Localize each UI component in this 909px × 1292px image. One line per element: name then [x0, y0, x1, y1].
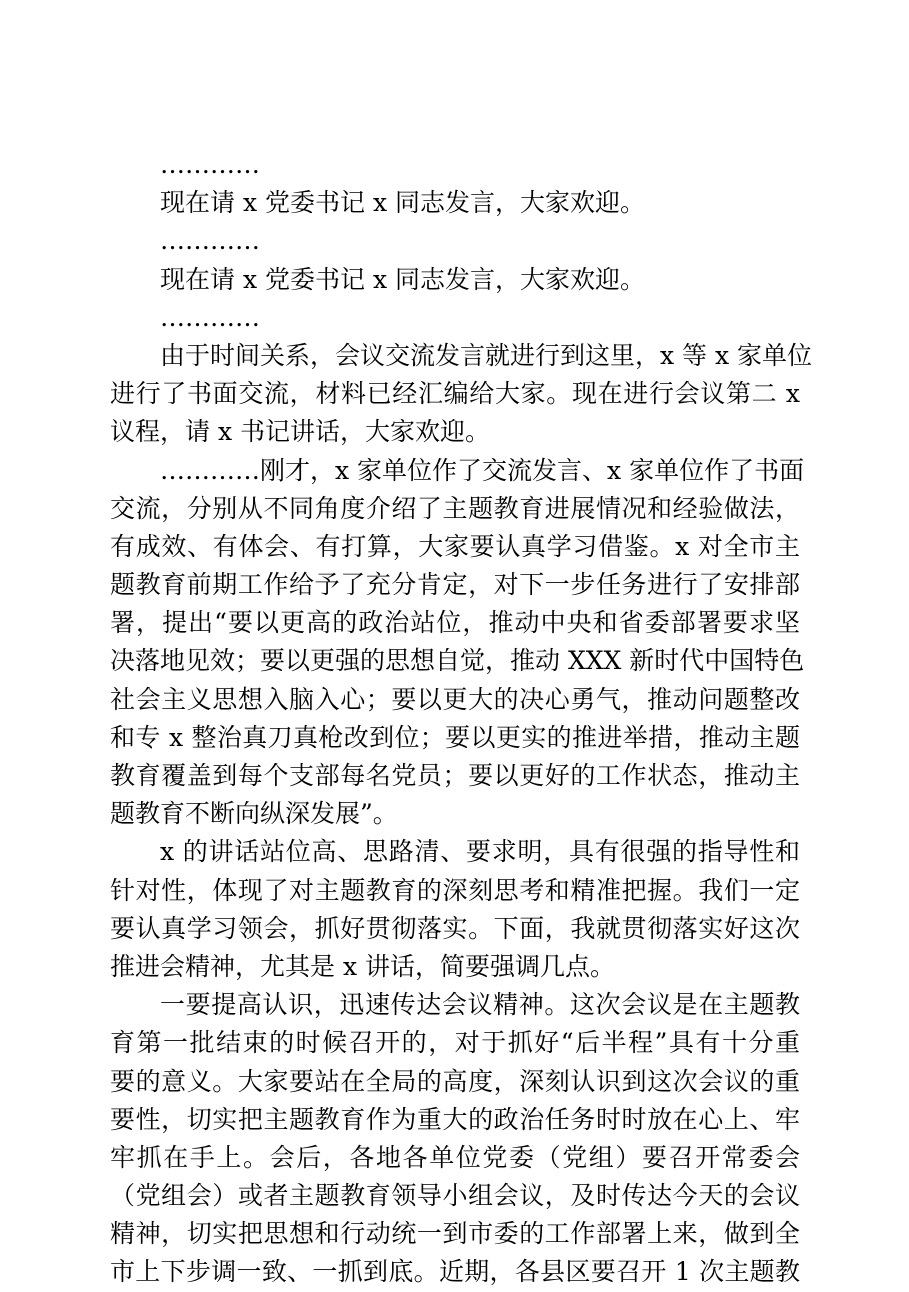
ellipsis-line: …………	[160, 302, 260, 332]
text-line: 一要提高认识，迅速传达会议精神。这次会议是在主题教	[160, 990, 800, 1020]
text-line: 要的意义。大家要站在全局的高度，深刻认识到这次会议的重	[110, 1066, 800, 1096]
text-line: …………刚才，x 家单位作了交流发言、x 家单位作了书面	[160, 455, 805, 485]
ellipsis-line: …………	[160, 150, 260, 179]
text-line: 决落地见效；要以更强的思想自觉，推动 XXX 新时代中国特色	[110, 646, 805, 676]
text-line: 署，提出“要以更高的政治站位，推动中央和省委部署要求坚	[110, 608, 800, 638]
text-line: 针对性，体现了对主题教育的深刻思考和精准把握。我们一定	[110, 875, 800, 905]
text-line: 精神，切实把思想和行动统一到市委的工作部署上来，做到全	[110, 1219, 800, 1249]
ellipsis-line: …………	[160, 226, 260, 256]
text-line: 交流，分别从不同角度介绍了主题教育进展情况和经验做法，	[110, 493, 800, 523]
text-line: x 的讲话站位高、思路清、要求明，具有很强的指导性和	[160, 837, 800, 867]
document-body	[110, 146, 813, 1292]
text-line: 育第一批结束的时候召开的，对于抓好“后半程”具有十分重	[110, 1028, 800, 1058]
text-line: 有成效、有体会、有打算，大家要认真学习借鉴。x 对全市主	[110, 531, 800, 561]
text-line: 议程，请 x 书记讲话，大家欢迎。	[110, 417, 490, 447]
text-line: 要认真学习领会，抓好贯彻落实。下面，我就贯彻落实好这次	[110, 913, 800, 943]
text-line: 社会主义思想入脑入心；要以更大的决心勇气，推动问题整改	[110, 684, 800, 714]
text-line: 牢抓在手上。会后，各地各单位党委（党组）要召开常委会	[110, 1142, 800, 1172]
text-line: 市上下步调一致、一抓到底。近期，各县区要召开 1 次主题教	[110, 1257, 800, 1287]
text-line: 现在请 x 党委书记 x 同志发言，大家欢迎。	[160, 264, 645, 294]
text-line: 教育覆盖到每个支部每名党员；要以更好的工作状态，推动主	[110, 761, 800, 790]
text-line: 题教育不断向纵深发展”。	[110, 799, 398, 829]
text-line: 进行了书面交流，材料已经汇编给大家。现在进行会议第二 x	[110, 379, 800, 409]
text-line: 现在请 x 党委书记 x 同志发言，大家欢迎。	[160, 188, 645, 218]
text-line: （党组会）或者主题教育领导小组会议，及时传达今天的会议	[110, 1181, 800, 1211]
text-line: 推进会精神，尤其是 x 讲话，简要强调几点。	[110, 951, 615, 981]
text-line: 由于时间关系，会议交流发言就进行到这里，x 等 x 家单位	[160, 340, 813, 370]
text-line: 和专 x 整治真刀真枪改到位；要以更实的推进举措，推动主题	[110, 722, 800, 752]
text-line: 题教育前期工作给予了充分肯定，对下一步任务进行了安排部	[110, 570, 800, 600]
text-line: 要性，切实把主题教育作为重大的政治任务时时放在心上、牢	[110, 1104, 800, 1134]
